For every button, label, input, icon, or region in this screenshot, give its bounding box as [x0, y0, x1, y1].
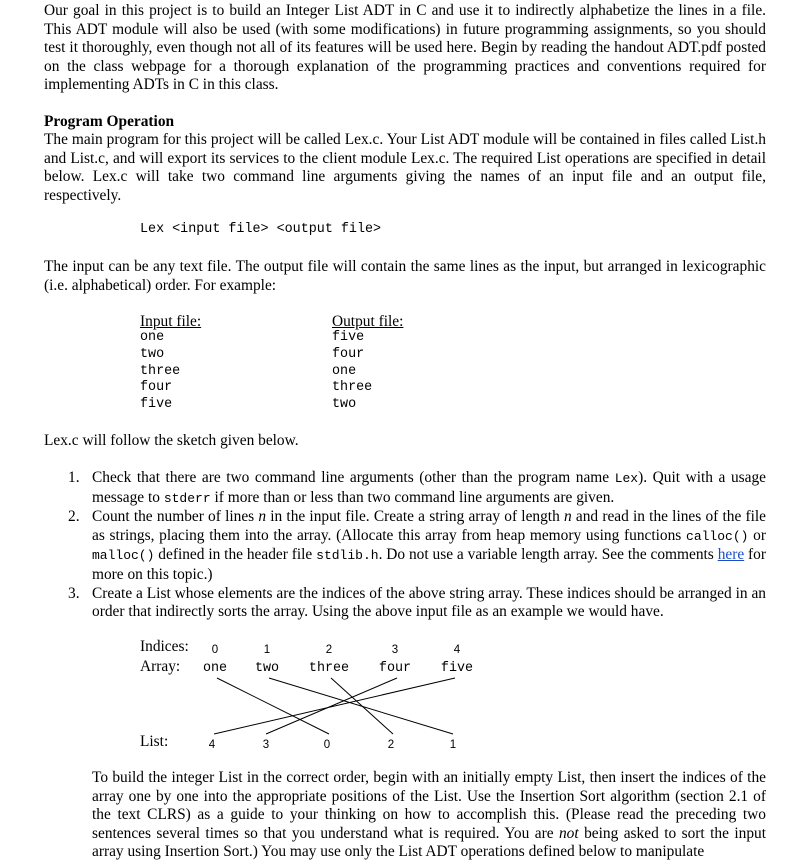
step-number: 2. — [68, 508, 80, 526]
io-description: The input can be any text file. The output file will contain the same lines as the input, but arranged in lexicographic (i.e. alphabetical) order. For example: — [44, 258, 766, 294]
input-line: one — [140, 330, 165, 345]
step-text: defined in the header file — [154, 546, 317, 564]
closing-paragraph — [92, 769, 766, 862]
here-link[interactable]: here — [717, 546, 745, 564]
output-file-label: Output file: — [332, 313, 404, 330]
mapping-line — [217, 678, 329, 734]
intro-paragraph: Our goal in this project is to build an Integer List ADT in C and use it to indirectly alphabetize the lines in a file. This ADT module will also be used (with some modifications) in future programming assignments, so you should test it thoroughly, even though not all of its features will be used here. Begin by reading the handout ADT.pdf posted on the class webpage for a thorough explanation of the programming practices and conventions required for implementing ADTs in C in this class. — [44, 2, 766, 94]
step-text: or — [748, 526, 766, 544]
step-text: for more on this topic.) — [92, 546, 766, 583]
code-text: stdlib.h — [316, 548, 379, 564]
math-var: n — [258, 508, 267, 526]
code-text: Lex — [614, 471, 639, 486]
step-number: 1. — [68, 469, 80, 486]
step-text: Create a List whose elements are the indices of the above string array. These indices should be arranged in an order that indirectly sorts the array. Using the above input file as an example we would have. — [92, 584, 766, 621]
index-value: 3 — [391, 644, 399, 656]
list-value: 2 — [387, 739, 395, 751]
index-value: 0 — [211, 644, 219, 656]
output-line: two — [332, 397, 357, 413]
list-value: 3 — [262, 739, 270, 751]
index-value: 4 — [453, 644, 461, 656]
step-number: 3. — [68, 584, 80, 602]
step-text: ). Quit with a usage message to — [92, 469, 767, 506]
index-value: 1 — [263, 644, 271, 656]
indices-label: Indices: — [140, 638, 189, 655]
command-usage: Lex <input file> <output file> — [140, 222, 382, 237]
mapping-line — [331, 678, 393, 734]
step-text: in the input file. Create a string array of length — [266, 508, 564, 526]
code-text: calloc() — [686, 528, 749, 544]
list-value: 4 — [208, 739, 216, 751]
output-line: five — [332, 330, 365, 345]
step-text: if more than or less than two command line arguments are given. — [210, 488, 615, 506]
list-label: List: — [140, 733, 169, 750]
array-value: five — [440, 661, 474, 676]
array-value: one — [202, 661, 228, 676]
index-value: 2 — [325, 644, 333, 656]
step-text: Check that there are two command line arguments (other than the program name — [92, 469, 615, 486]
array-value: two — [254, 661, 280, 676]
input-line: five — [140, 397, 173, 413]
list-value: 0 — [323, 739, 331, 751]
mapping-line — [269, 678, 453, 734]
program-operation-paragraph: The main program for this project will be called Lex.c. Your List ADT module will be contained in files called List.h and List.c, and will export its services to the client module Lex.c. The required List operations are specified in detail below. Lex.c will take two command line arguments giving the names of an input file and an output file, respectively. — [44, 131, 766, 204]
code-text: malloc() — [92, 548, 155, 564]
list-value: 1 — [449, 739, 457, 751]
mapping-line — [266, 678, 397, 734]
input-line: two — [140, 346, 165, 362]
step-text: and read in the lines of the file as strings, placing them into the array. (Allocate this array from heap memory using functions — [92, 508, 766, 544]
output-line: four — [332, 346, 365, 362]
closing-text: To build the integer List in the correct order, begin with an initially empty List, then insert the indices of the array one by one into the appropriate positions of the List. Use the Insertion Sort algorithm (section 2.1 of the text CLRS) as a guide to your thinking on how to accomplish this. (Please read the preceding two sentences several times so that you understand what is required. You are — [92, 769, 766, 842]
sketch-intro: Lex.c will follow the sketch given below. — [44, 432, 299, 449]
output-line: three — [332, 380, 373, 396]
input-line: three — [140, 363, 181, 379]
math-var: n — [563, 508, 572, 526]
closing-text: being asked to sort the input array using Insertion Sort.) You may use only the List ADT operations defined below to manipulate — [92, 824, 766, 861]
array-value: four — [378, 661, 412, 676]
program-operation-heading: Program Operation — [44, 113, 175, 130]
array-value: three — [308, 661, 350, 676]
mapping-line — [214, 678, 455, 734]
array-label: Array: — [140, 658, 181, 675]
input-file-label: Input file: — [140, 313, 202, 330]
step-text: Count the number of lines — [92, 508, 259, 526]
input-line: four — [140, 380, 173, 396]
emphasis-text: not — [558, 824, 579, 842]
code-text: stderr — [163, 490, 211, 506]
step-text: . Do not use a variable length array. See the comments — [378, 546, 718, 564]
output-line: one — [332, 363, 357, 379]
